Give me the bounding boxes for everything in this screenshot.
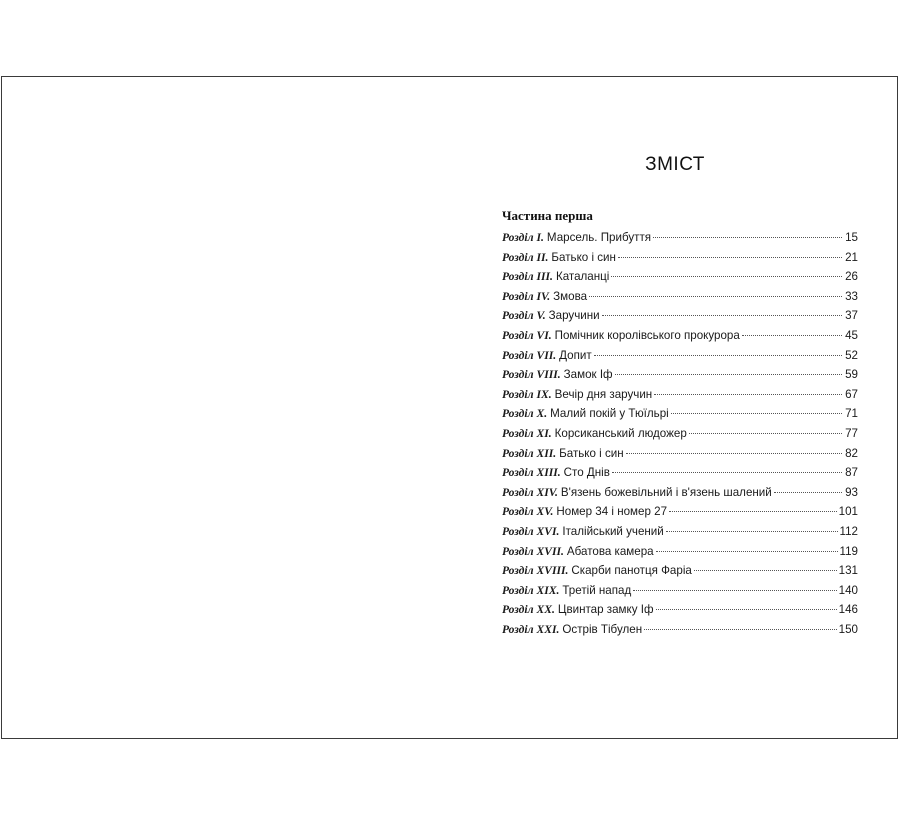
page-number: 112: [839, 524, 858, 538]
chapter-number: Розділ IX.: [502, 387, 552, 401]
chapter-number: Розділ XIX.: [502, 583, 560, 597]
dot-leader: [656, 609, 837, 610]
chapter-title: Скарби панотця Фаріа: [571, 564, 692, 578]
part-heading: Частина перша: [502, 208, 593, 223]
toc-entry: [502, 368, 858, 388]
page-number: 150: [838, 622, 858, 636]
chapter-number: Розділ V.: [502, 309, 546, 323]
chapter-number: Розділ XII.: [502, 446, 557, 460]
page-number: 101: [838, 505, 858, 519]
toc-heading: ЗМІСТ: [645, 154, 705, 175]
toc-entry: [502, 525, 858, 545]
dot-leader: [671, 413, 842, 414]
chapter-title: Каталанці: [555, 270, 610, 284]
page-number: 77: [845, 426, 858, 440]
chapter-title: Вечір дня заручин: [554, 387, 653, 401]
chapter-title: В'язень божевільний і в'язень шалений: [560, 485, 772, 499]
chapter-title: Батько і син: [559, 446, 624, 460]
toc-entry: [502, 623, 858, 643]
chapter-title: Допит: [559, 348, 592, 362]
left-page: [2, 77, 451, 738]
toc-entry: [502, 545, 858, 565]
book-spread: [1, 76, 898, 739]
toc-entry: [502, 407, 858, 427]
chapter-title: Цвинтар замку Іф: [557, 603, 654, 617]
dot-leader: [666, 531, 838, 532]
page-number: 140: [838, 583, 858, 597]
toc-entry: [502, 486, 858, 506]
toc-entry: [502, 231, 858, 251]
toc-entry: [502, 427, 858, 447]
chapter-title: Змова: [553, 289, 588, 303]
chapter-number: Розділ VI.: [502, 328, 552, 342]
chapter-number: Розділ XVIII.: [502, 564, 569, 578]
toc-entry: [502, 329, 858, 349]
chapter-title: Третій напад: [562, 583, 632, 597]
dot-leader: [644, 629, 837, 630]
toc-entry: [502, 251, 858, 271]
page-number: 131: [838, 564, 858, 578]
chapter-number: Розділ XI.: [502, 426, 552, 440]
page-number: 71: [845, 407, 858, 421]
toc-entry: [502, 309, 858, 329]
dot-leader: [618, 257, 842, 258]
chapter-title: Сто Днів: [563, 466, 610, 480]
toc-entry: [502, 388, 858, 408]
dot-leader: [611, 276, 842, 277]
dot-leader: [633, 590, 836, 591]
toc-entry: [502, 466, 858, 486]
page-number: 37: [845, 309, 858, 323]
toc-entry: [502, 447, 858, 467]
page-number: 15: [845, 231, 858, 244]
chapter-title: Марсель. Прибуття: [546, 231, 652, 244]
dot-leader: [615, 374, 842, 375]
chapter-number: Розділ XX.: [502, 603, 555, 617]
dot-leader: [626, 453, 842, 454]
page-number: 87: [845, 466, 858, 480]
chapter-number: Розділ II.: [502, 250, 549, 264]
chapter-number: Розділ X.: [502, 407, 548, 421]
page-number: 119: [839, 544, 858, 558]
toc-entry: [502, 505, 858, 525]
toc-entry: [502, 290, 858, 310]
page-number: 21: [845, 250, 858, 264]
chapter-number: Розділ I.: [502, 231, 544, 244]
toc-entry: [502, 603, 858, 623]
chapter-number: Розділ XIV.: [502, 485, 558, 499]
chapter-title: Заручини: [548, 309, 600, 323]
page-number: 67: [845, 387, 858, 401]
page-number: 93: [845, 485, 858, 499]
page-number: 82: [845, 446, 858, 460]
chapter-number: Розділ XVI.: [502, 524, 560, 538]
toc-entry: [502, 270, 858, 290]
dot-leader: [774, 492, 842, 493]
chapter-title: Малий покій у Тюїльрі: [550, 407, 669, 421]
dot-leader: [669, 511, 837, 512]
dot-leader: [742, 335, 842, 336]
chapter-title: Острів Тібулен: [562, 622, 643, 636]
table-of-contents: [502, 231, 858, 642]
right-page: [451, 77, 899, 738]
chapter-number: Розділ VII.: [502, 348, 557, 362]
chapter-title: Замок Іф: [563, 368, 613, 382]
chapter-title: Помічник королівського прокурора: [554, 328, 740, 342]
chapter-title: Номер 34 і номер 27: [556, 505, 668, 519]
chapter-title: Абатова камера: [566, 544, 654, 558]
chapter-title: Італійський учений: [562, 524, 664, 538]
dot-leader: [612, 472, 842, 473]
dot-leader: [653, 237, 842, 238]
dot-leader: [656, 551, 838, 552]
page-number: 26: [845, 270, 858, 284]
chapter-title: Корсиканський людожер: [554, 426, 687, 440]
chapter-number: Розділ XIII.: [502, 466, 561, 480]
dot-leader: [589, 296, 842, 297]
chapter-number: Розділ VIII.: [502, 368, 561, 382]
toc-entry: [502, 584, 858, 604]
chapter-title: Батько і син: [551, 250, 616, 264]
dot-leader: [694, 570, 837, 571]
page-number: 33: [845, 289, 858, 303]
page-number: 146: [838, 603, 858, 617]
page-number: 52: [845, 348, 858, 362]
chapter-number: Розділ III.: [502, 270, 553, 284]
toc-entry: [502, 564, 858, 584]
chapter-number: Розділ IV.: [502, 289, 551, 303]
chapter-number: Розділ XVII.: [502, 544, 564, 558]
toc-entry: [502, 349, 858, 369]
page-number: 45: [845, 328, 858, 342]
dot-leader: [689, 433, 842, 434]
chapter-number: Розділ XV.: [502, 505, 554, 519]
page-number: 59: [845, 368, 858, 382]
dot-leader: [602, 315, 842, 316]
chapter-number: Розділ XXI.: [502, 622, 560, 636]
dot-leader: [654, 394, 842, 395]
dot-leader: [594, 355, 842, 356]
